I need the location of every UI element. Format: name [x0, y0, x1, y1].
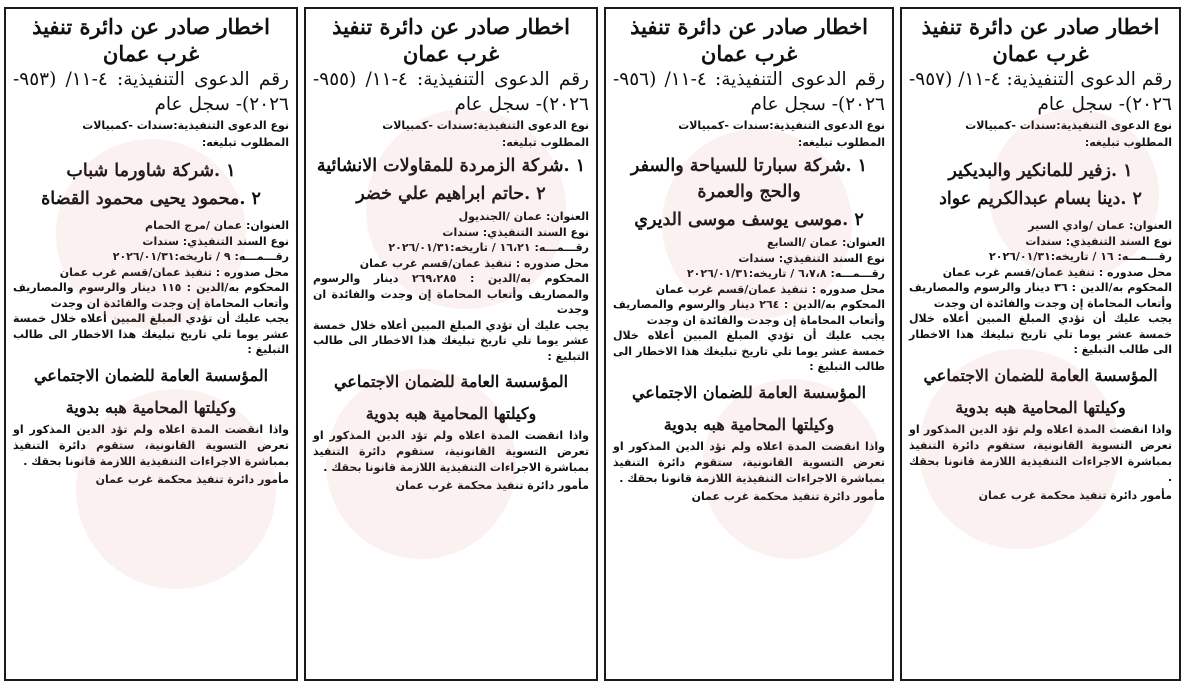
party-2: ٢ .دينا بسام عبدالكريم عواد: [939, 189, 1142, 209]
doc-type: نوع السند التنفيذي: سندات: [1025, 234, 1172, 248]
doc-number: رقـــمـــه: ١٦،٢١ / تاريخه:٢٠٢٦/٠١/٣١: [388, 241, 589, 254]
creditor-lawyer: وكيلتها المحامية هبه بدوية: [663, 414, 835, 434]
party-2: ٢ .موسى يوسف موسى الديري: [634, 210, 864, 230]
to-notify-label: المطلوب تبليغه:: [797, 136, 885, 149]
doc-number: رقـــمـــه: ٦،٧،٨ / تاريخه:٢٠٢٦/٠١/٣١: [686, 267, 885, 280]
notice-956: [604, 7, 894, 681]
issued-place: محل صدوره : تنفيذ عمان/قسم غرب عمان: [359, 256, 589, 270]
to-notify-label: المطلوب تبليغه:: [1084, 136, 1172, 149]
doc-type: نوع السند التنفيذي: سندات: [142, 234, 289, 248]
to-notify-label: المطلوب تبليغه:: [501, 136, 589, 149]
judged-amount: المحكوم به/الدين : ٢٦٤ دينار والرسوم والمصاريف وأتعاب المحاماة إن وجدت والفائدة ان وجدت: [613, 298, 885, 327]
address: العنوان: عمان /وادي السير: [1028, 219, 1172, 232]
obligation-text: يجب عليك أن تؤدي المبلغ المبين أعلاه خلال خمسة عشر يوما تلي تاريخ تبليغك هذا الاخطار الى طالب التبليغ :: [13, 312, 289, 356]
party-1: ١ .شركة سبارتا للسياحة والسفر والحج والعمرة: [630, 156, 868, 202]
doc-number: رقـــمـــه: ١٦ / تاريخه:٢٠٢٦/٠١/٣١: [989, 250, 1172, 263]
party-1: ١ .زفير للمانكير والبديكير: [948, 161, 1133, 181]
case-number: رقم الدعوى التنفيذية: ٤-١١/ (٩٥٧- ٢٠٢٦)- سجل عام: [909, 69, 1172, 115]
party-2: ٢ .حاتم ابراهيم علي خضر: [356, 184, 546, 204]
address: العنوان: عمان /السابع: [766, 236, 885, 249]
warning-text: واذا انقضت المدة اعلاه ولم تؤد الدين المذكور او تعرض التسوية القانونية، ستقوم دائرة التنفيذ بمباشرة الاجراءات التنفيذية اللازمة قانونا بحقك .: [13, 422, 289, 468]
warning-text: واذا انقضت المدة اعلاه ولم تؤد الدين المذكور او تعرض التسوية القانونية، ستقوم دائرة التنفيذ بمباشرة الاجراءات التنفيذية اللازمة قانونا بحقك .: [613, 439, 885, 485]
creditor-org: المؤسسة العامة للضمان الاجتماعي: [923, 365, 1158, 385]
officer-signature: مأمور دائرة تنفيذ محكمة غرب عمان: [978, 488, 1172, 502]
to-notify-label: المطلوب تبليغه:: [201, 136, 289, 149]
case-type: نوع الدعوى التنفيذية:سندات -كمبيالات: [82, 119, 289, 132]
obligation-text: يجب عليك أن تؤدي المبلغ المبين أعلاه خلال خمسة عشر يوما تلي تاريخ تبليغك هذا الاخطار الى طالب التبليغ :: [909, 312, 1172, 356]
officer-signature: مأمور دائرة تنفيذ محكمة غرب عمان: [395, 479, 589, 492]
issued-place: محل صدوره : تنفيذ عمان/قسم غرب عمان: [942, 265, 1172, 279]
doc-type: نوع السند التنفيذي: سندات: [442, 225, 589, 239]
case-type: نوع الدعوى التنفيذية:سندات -كمبيالات: [678, 119, 885, 132]
obligation-text: يجب عليك أن تؤدي المبلغ المبين أعلاه خلال خمسة عشر يوما تلي تاريخ تبليغك هذا الاخطار الى طالب التبليغ :: [313, 318, 589, 363]
notice-title: اخطار صادر عن دائرة تنفيذ غرب عمان: [332, 14, 570, 66]
warning-text: واذا انقضت المدة اعلاه ولم تؤد الدين المذكور او تعرض التسوية القانونية، ستقوم دائرة التنفيذ بمباشرة الاجراءات التنفيذية اللازمة قانونا بحقك .: [313, 429, 589, 474]
notice-955: [304, 7, 598, 681]
notice-953: [4, 7, 298, 681]
creditor-org: المؤسسة العامة للضمان الاجتماعي: [333, 372, 569, 391]
doc-type: نوع السند التنفيذي: سندات: [738, 251, 885, 265]
party-1: ١ .شركة شاورما شباب: [66, 161, 236, 181]
creditor-lawyer: وكيلتها المحامية هبه بدوية: [955, 397, 1126, 417]
warning-text: واذا انقضت المدة اعلاه ولم تؤد الدين المذكور او تعرض التسوية القانونية، ستقوم دائرة التنفيذ بمباشرة الاجراءات التنفيذية اللازمة قانونا بحقك .: [909, 422, 1172, 484]
judged-amount: المحكوم به/الدين : ٢٦٩،٢٨٥ دينار والرسوم والمصاريف وأتعاب المحاماة إن وجدت والفائدة ان وجدت: [313, 272, 589, 316]
case-type: نوع الدعوى التنفيذية:سندات -كمبيالات: [965, 119, 1172, 132]
case-type: نوع الدعوى التنفيذية:سندات -كمبيالات: [382, 119, 589, 132]
party-2: ٢ .محمود يحيى محمود القضاة: [41, 189, 261, 209]
creditor-org: المؤسسة العامة للضمان الاجتماعي: [33, 365, 269, 385]
officer-signature: مأمور دائرة تنفيذ محكمة غرب عمان: [95, 472, 289, 486]
notice-title: اخطار صادر عن دائرة تنفيذ غرب عمان: [921, 14, 1160, 66]
judged-amount: المحكوم به/الدين : ١١٥ دينار والرسوم والمصاريف وأتعاب المحاماة إن وجدت والفائدة ان وجدت: [13, 281, 289, 310]
case-number: رقم الدعوى التنفيذية: ٤-١١/ (٩٥٦- ٢٠٢٦)- سجل عام: [613, 69, 885, 115]
obligation-text: يجب عليك أن تؤدي المبلغ المبين أعلاه خلال خمسة عشر يوما تلي تاريخ تبليغك هذا الاخطار الى طالب التبليغ :: [613, 329, 885, 373]
notice-title: اخطار صادر عن دائرة تنفيذ غرب عمان: [32, 14, 270, 66]
issued-place: محل صدوره : تنفيذ عمان/قسم غرب عمان: [655, 282, 885, 296]
creditor-lawyer: وكيلتها المحامية هبه بدوية: [65, 397, 237, 417]
address: العنوان: عمان /الجنديول: [458, 210, 589, 223]
party-1: ١ .شركة الزمردة للمقاولات الانشائية: [316, 156, 586, 176]
notice-title: اخطار صادر عن دائرة تنفيذ غرب عمان: [630, 14, 868, 66]
issued-place: محل صدوره : تنفيذ عمان/قسم غرب عمان: [59, 265, 289, 279]
doc-number: رقـــمـــه: ٩ / تاريخه:٢٠٢٦/٠١/٣١: [112, 250, 289, 263]
case-number: رقم الدعوى التنفيذية: ٤-١١/ (٩٥٣- ٢٠٢٦)- سجل عام: [13, 69, 289, 115]
officer-signature: مأمور دائرة تنفيذ محكمة غرب عمان: [691, 489, 885, 503]
creditor-lawyer: وكيلتها المحامية هبه بدوية: [365, 404, 537, 423]
creditor-org: المؤسسة العامة للضمان الاجتماعي: [631, 382, 867, 402]
notice-957: [900, 7, 1181, 681]
case-number: رقم الدعوى التنفيذية: ٤-١١/ (٩٥٥- ٢٠٢٦)- سجل عام: [313, 69, 589, 115]
address: العنوان: عمان /مرج الحمام: [145, 219, 289, 232]
judged-amount: المحكوم به/الدين : ٣٦ دينار والرسوم والمصاريف وأتعاب المحاماة إن وجدت والفائدة ان وجدت: [909, 281, 1172, 310]
